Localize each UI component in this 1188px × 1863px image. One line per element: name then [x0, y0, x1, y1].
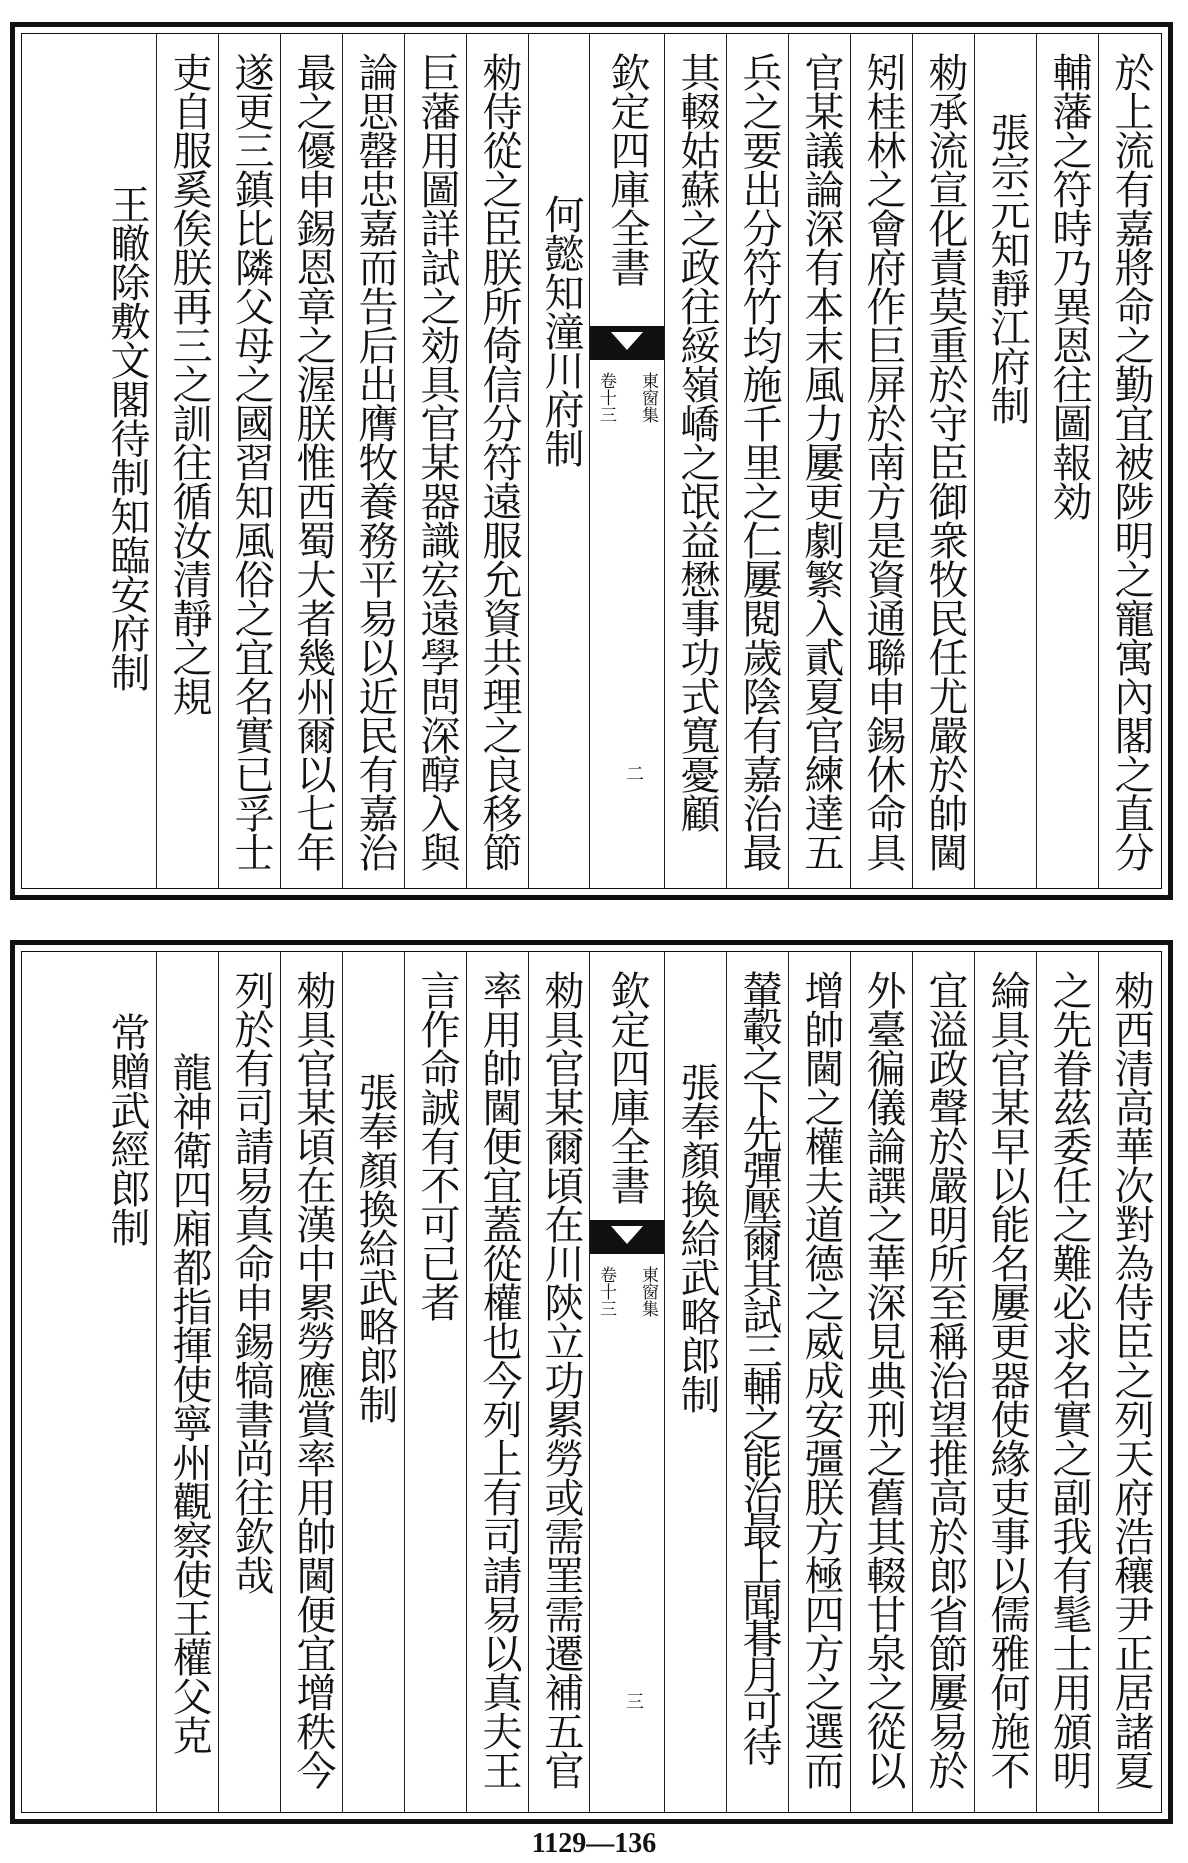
center-book: 東窗集 [638, 1266, 658, 1317]
text-column: 張宗元知靜江府制 [984, 112, 1030, 424]
text-column: 常贈武經郎制 [104, 1012, 150, 1246]
center-title: 欽定四庫全書 [604, 52, 650, 286]
text-column: 勑侍從之臣朕所倚信分符遠服允資共理之良移節 [476, 52, 522, 871]
text-column: 輔藩之符時乃異恩往圖報効 [1046, 52, 1092, 520]
page-frame [21, 33, 1162, 889]
text-column: 其輟姑蘇之政往綏嶺嶠之氓益懋事功式寬憂顧 [674, 52, 720, 832]
text-column: 勑具官某爾頃在川陝立功累勞或需罣需遷補五官 [538, 970, 584, 1789]
text-column: 矧桂林之會府作巨屏於南方是資通聯申錫休命具 [860, 52, 906, 871]
center-volume: 卷十三 [596, 1266, 616, 1317]
text-column: 率用帥閫便宜蓋從權也今列上有司請易以真夫王 [476, 970, 522, 1789]
text-column: 官某議論深有本末風力屢更劇繁入貳夏官練達五 [798, 52, 844, 871]
text-column: 論思罄忠嘉而告后出膺牧養務平易以近民有嘉治 [352, 52, 398, 871]
center-fold [589, 34, 665, 888]
text-column: 言作命誠有不可已者 [414, 970, 460, 1321]
text-column: 於上流有嘉將命之勤宜被陟明之寵寓內閣之直分 [1108, 52, 1154, 871]
center-page-number: 三 [623, 1692, 644, 1710]
text-column: 遂更三鎮比隣父母之國習知風俗之宜名實已孚士 [228, 52, 274, 871]
text-column: 外臺徧儀論譔之華深見典刑之舊其輟甘泉之從以 [860, 970, 906, 1789]
text-column: 宜溢政聲於嚴明所至稱治望推高於郎省節屢易於 [922, 970, 968, 1789]
text-column: 張奉顏換給武略郎制 [352, 1072, 398, 1423]
text-column: 張奉顏換給武略郎制 [674, 1062, 720, 1413]
fish-tail-mark [590, 1220, 664, 1254]
text-column: 列於有司請易真命申錫犒書尚往欽哉 [228, 970, 274, 1594]
center-title: 欽定四庫全書 [604, 970, 650, 1204]
center-page-number: 二 [623, 764, 644, 782]
text-column: 吏自服奚俟朕再三之訓往循汝清靜之規 [166, 52, 212, 715]
text-column: 何懿知潼川府制 [538, 194, 584, 467]
book-page-upper [10, 22, 1173, 900]
text-column: 輦轂之下先彈壓爾其試三輔之能治最上聞朞月可待 [736, 970, 782, 1762]
book-page-lower [10, 940, 1173, 1824]
text-column: 王瞮除敷文閣待制知臨安府制 [104, 184, 150, 691]
center-book: 東窗集 [638, 372, 658, 423]
footer-page-code: 1129—136 [531, 1828, 657, 1859]
text-column: 兵之要出分符竹均施千里之仁屢閱歲陰有嘉治最 [736, 52, 782, 871]
text-column: 之先眷茲委任之難必求名實之副我有髦士用頒明 [1046, 970, 1092, 1789]
text-column: 勑具官某頃在漢中累勞應賞率用帥閫便宜增秩今 [290, 970, 336, 1789]
center-volume: 卷十三 [596, 372, 616, 423]
fish-tail-mark [590, 326, 664, 360]
text-column: 龍神衛四廂都指揮使寧州觀察使王權父克 [166, 1052, 212, 1754]
text-column: 勑西清高華次對為侍臣之列天府浩穰尹正居諸夏 [1108, 970, 1154, 1789]
text-column: 最之優申錫恩章之渥朕惟西蜀大者幾州爾以七年 [290, 52, 336, 871]
text-column: 增帥閫之權夫道德之威成安彊朕方極四方之選而 [798, 970, 844, 1789]
text-column: 勑承流宣化責莫重於守臣御衆牧民任尤嚴於帥閫 [922, 52, 968, 871]
page-frame [21, 951, 1162, 1813]
center-fold [589, 952, 665, 1812]
text-column: 綸具官某早以能名屢更器使緣吏事以儒雅何施不 [984, 970, 1030, 1789]
text-column: 巨藩用圖詳試之効具官某器識宏遠學問深醇入與 [414, 52, 460, 871]
